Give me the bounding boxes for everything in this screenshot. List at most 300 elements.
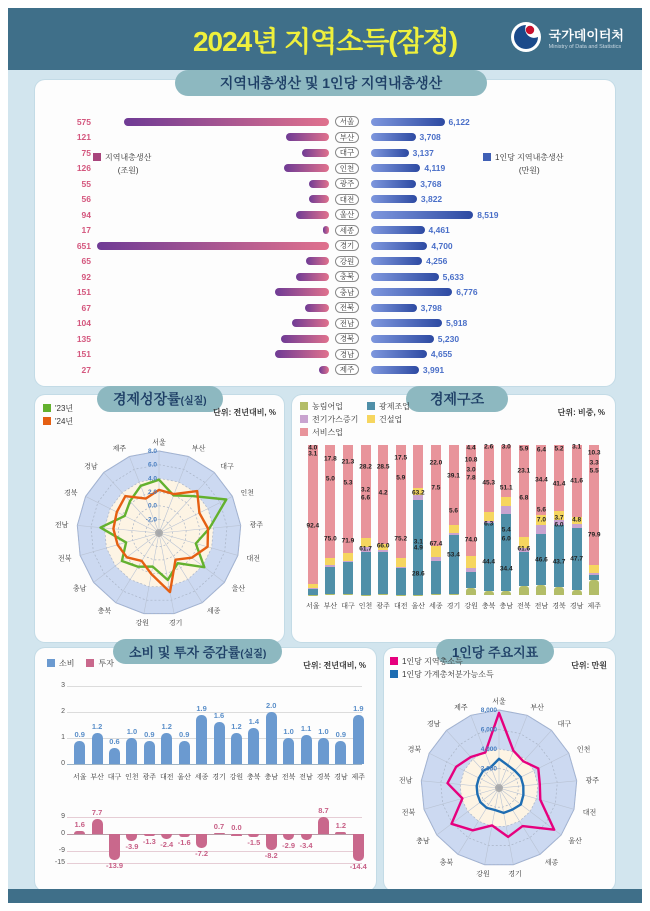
structure-value-label: 10.8	[464, 456, 478, 464]
structure-segment	[519, 552, 529, 587]
consumption-bar	[109, 748, 120, 764]
structure-x-label: 대전	[393, 603, 408, 610]
radar-axis-label: 인천	[240, 489, 255, 497]
region-pill: 대전	[335, 194, 360, 205]
structure-value-label: 3.0	[501, 443, 511, 451]
region-pill: 서울	[335, 116, 360, 127]
panel-income	[384, 645, 615, 891]
radar-axis-label: 전남	[54, 522, 69, 530]
income-total-swatch-icon	[390, 657, 398, 665]
grdp-value-left: 151	[76, 287, 91, 298]
region-pill: 경북	[335, 333, 360, 344]
grdp-bar-left	[319, 366, 329, 374]
grdp-value-left: 27	[81, 364, 91, 375]
investment-value: -1.6	[177, 838, 191, 848]
consinv-x-label: 울산	[177, 774, 191, 781]
structure-segment	[378, 552, 388, 595]
structure-x-label: 부산	[323, 603, 338, 610]
structure-value-label: 28.5	[376, 463, 390, 471]
grdp-bar-right	[371, 133, 416, 141]
consumption-value: 0.9	[74, 729, 85, 739]
grdp-bar-right	[371, 288, 452, 296]
utility-swatch-icon	[300, 415, 308, 423]
structure-x-label: 강원	[464, 603, 478, 610]
radar-axis-label: 제주	[454, 704, 468, 712]
grdp-bar-left	[296, 211, 330, 219]
panel-structure-title: 경제구조	[406, 386, 508, 412]
structure-value-label: 3.2	[361, 486, 371, 494]
panel-structure	[292, 391, 615, 642]
structure-x-label: 충북	[481, 603, 496, 610]
consinv-x-label: 대전	[159, 774, 174, 781]
structure-x-label: 전남	[534, 603, 549, 610]
structure-value-label: 6.3	[484, 520, 494, 528]
structure-segment	[343, 553, 353, 561]
structure-value-label: 6.0	[501, 535, 511, 543]
consinv-x-label: 경남	[334, 774, 348, 781]
grdp-bar-left	[281, 335, 329, 343]
grdp-bar-right	[371, 118, 445, 126]
radar-axis-label: 울산	[568, 837, 582, 845]
investment-value: 0.0	[231, 823, 242, 832]
structure-segment	[449, 525, 459, 533]
grdp-value-right: 5,230	[437, 333, 460, 344]
structure-value-label: 21.3	[341, 458, 355, 466]
structure-value-label: 43.7	[552, 558, 566, 566]
structure-value-label: 67.4	[429, 540, 443, 548]
structure-bar	[396, 445, 406, 595]
structure-value-label: 74.0	[464, 536, 478, 543]
grdp-bar-left	[97, 242, 329, 250]
constr-swatch-icon	[367, 415, 375, 423]
structure-value-label: 34.4	[499, 565, 513, 573]
consumption-bar	[214, 722, 225, 764]
structure-value-label: 44.4	[482, 558, 495, 566]
panel-consinv	[35, 645, 376, 891]
grdp-bar-left	[275, 350, 329, 358]
structure-x-label: 경남	[569, 603, 584, 610]
structure-value-label: 28.2	[359, 463, 372, 471]
structure-value-label: 2.6	[484, 443, 494, 451]
grdp-row	[45, 176, 605, 192]
consinv-x-label: 전남	[299, 774, 313, 781]
income-household-swatch-icon	[390, 670, 398, 678]
consumption-value: 1.1	[300, 724, 312, 734]
structure-segment	[466, 572, 476, 588]
radar-axis-label: 대전	[582, 809, 597, 817]
consinv-x-label: 경북	[316, 774, 331, 781]
panel-grdp-title: 지역내총생산 및 1인당 지역내총생산	[175, 70, 487, 96]
grdp-bar-right	[371, 273, 439, 281]
grdp-row	[45, 285, 605, 301]
structure-value-label: 7.8	[466, 474, 476, 482]
investment-value: -3.9	[125, 842, 139, 852]
consumption-bar	[179, 741, 190, 764]
region-pill: 강원	[335, 256, 360, 267]
structure-segment	[343, 562, 353, 594]
income-legend	[390, 656, 494, 682]
structure-segment	[501, 514, 511, 591]
structure-segment	[501, 506, 511, 514]
investment-axis-label: -9	[58, 847, 65, 855]
consumption-axis-label: 3	[61, 682, 65, 689]
structure-value-label: 5.2	[554, 445, 564, 453]
structure-unit-label: 단위: 비중, %	[557, 408, 605, 417]
investment-value: -14.4	[349, 862, 367, 872]
grdp-row	[45, 331, 605, 347]
structure-value-label: 22.0	[429, 459, 443, 467]
radar-ring-label: 2.0	[147, 489, 157, 496]
radar-axis-label: 대전	[246, 555, 261, 563]
service-swatch-icon	[300, 428, 308, 436]
structure-segment	[431, 594, 441, 596]
radar-axis-label: 충북	[439, 859, 454, 867]
structure-value-label: 51.1	[499, 484, 513, 492]
structure-x-label: 세종	[429, 603, 443, 610]
footer-band	[8, 889, 642, 903]
consumption-bar	[248, 728, 259, 764]
consumption-axis-label: 1	[61, 734, 65, 741]
grdp-row	[45, 238, 605, 254]
structure-x-label: 인천	[358, 603, 373, 610]
structure-bar	[431, 445, 441, 595]
structure-value-label: 28.6	[411, 570, 425, 578]
structure-segment	[308, 589, 318, 595]
structure-segment	[589, 565, 599, 573]
income-household-label: 1인당 가계총처분가능소득	[402, 670, 494, 679]
grdp-bar-right	[371, 335, 434, 343]
grdp-row	[45, 145, 605, 161]
grdp-row	[45, 254, 605, 270]
investment-bar-chart	[49, 806, 367, 890]
grdp-bar-right	[371, 366, 419, 374]
investment-bar	[266, 834, 277, 850]
consumption-bar-chart	[49, 680, 364, 806]
consinv-x-label: 서울	[72, 774, 87, 781]
page-title: 2024년 지역소득(잠정)	[192, 26, 458, 57]
radar-axis-label: 울산	[231, 585, 246, 593]
consumption-bar	[161, 733, 172, 764]
consumption-axis-label: 0	[61, 760, 65, 767]
grdp-row	[45, 300, 605, 316]
grdp-value-right: 3,798	[420, 302, 442, 313]
grdp-value-right: 3,137	[412, 147, 434, 158]
grdp-row	[45, 161, 605, 177]
structure-value-label: 7.5	[431, 484, 441, 492]
structure-bar	[343, 445, 353, 595]
consinv-x-label: 전북	[281, 774, 296, 781]
investment-value: -3.4	[299, 841, 313, 851]
grdp-value-right: 6,122	[448, 116, 470, 127]
structure-value-label: 5.3	[343, 479, 353, 487]
grdp-row	[45, 207, 605, 223]
growth-legend	[43, 403, 73, 429]
structure-value-label: 4.4	[466, 444, 476, 452]
structure-value-label: 6.8	[519, 494, 529, 501]
structure-value-label: 47.7	[570, 555, 583, 563]
structure-value-label: 3.1	[413, 538, 423, 546]
radar-axis-label: 제주	[112, 445, 127, 453]
structure-value-label: 53.4	[447, 551, 460, 559]
grdp-row	[45, 316, 605, 332]
structure-segment	[431, 561, 441, 594]
infographic-page	[8, 8, 642, 903]
growth-radar-chart	[35, 427, 284, 639]
radar-axis-label: 서울	[492, 698, 506, 706]
grdp-left-legend-label: 지역내총생산	[105, 153, 152, 162]
investment-axis-label: 9	[61, 812, 65, 820]
investment-bar	[196, 834, 207, 848]
structure-segment	[396, 558, 406, 567]
grdp-left-legend-unit: (조원)	[117, 166, 139, 175]
panel-income-title: 1인당 주요지표	[436, 639, 554, 664]
region-pill: 충북	[335, 271, 360, 282]
structure-stacked-chart	[304, 441, 603, 617]
structure-value-label: 3.1	[572, 443, 582, 451]
grdp-value-left: 65	[81, 256, 91, 267]
investment-bar	[353, 834, 364, 861]
grdp-bar-right	[371, 350, 427, 358]
consumption-bar	[283, 738, 294, 764]
investment-value: -1.3	[142, 837, 156, 847]
consinv-x-label: 충북	[247, 774, 261, 781]
consumption-value: 1.4	[248, 716, 260, 726]
radar-ring-label: 4.0	[147, 475, 157, 483]
gridline	[67, 686, 362, 687]
agri-swatch-icon	[300, 402, 308, 410]
manuf-swatch-icon	[367, 402, 375, 410]
investment-value: -1.5	[247, 837, 261, 847]
investment-bar	[92, 819, 103, 834]
region-pill: 경기	[335, 240, 360, 251]
radar-axis-label: 경기	[508, 871, 522, 878]
region-pill: 전북	[335, 302, 360, 313]
region-pill: 경남	[335, 349, 360, 360]
structure-value-label: 3.1	[308, 450, 318, 458]
growth-2023-swatch-icon	[43, 404, 51, 412]
structure-value-label: 7.0	[536, 516, 546, 524]
grdp-value-left: 55	[81, 178, 91, 189]
radar-ring-label: 2,000	[480, 765, 497, 773]
grdp-value-left: 56	[81, 194, 91, 205]
structure-segment	[308, 445, 318, 584]
consinv-x-label: 인천	[125, 774, 139, 781]
grdp-value-right: 5,633	[442, 271, 464, 282]
grdp-bar-left	[296, 273, 329, 281]
investment-value: -2.4	[160, 839, 174, 849]
structure-value-label: 5.6	[536, 506, 546, 514]
structure-x-label: 경북	[552, 603, 566, 610]
consumption-bar	[301, 735, 312, 764]
grdp-bar-left	[275, 288, 329, 296]
region-pill: 부산	[335, 132, 360, 143]
investment-swatch-icon	[86, 659, 94, 667]
structure-bar	[449, 445, 459, 595]
structure-bar	[308, 445, 318, 595]
gridline	[67, 817, 362, 818]
grdp-row	[45, 269, 605, 285]
consinv-x-label: 충남	[264, 774, 278, 781]
consumption-value: 0.9	[178, 729, 190, 739]
consumption-bar	[126, 738, 137, 764]
grdp-value-left: 151	[76, 349, 91, 360]
structure-segment	[413, 445, 423, 488]
consumption-value: 1.2	[91, 721, 103, 731]
consinv-x-label: 대구	[107, 774, 122, 781]
grdp-bar-left	[306, 257, 329, 265]
structure-segment	[325, 567, 335, 594]
structure-segment	[554, 445, 564, 511]
utility-label: 전기가스증기	[312, 415, 359, 424]
grdp-bar-left	[292, 319, 329, 327]
structure-value-label: 17.8	[324, 455, 337, 463]
header-band	[8, 8, 642, 70]
structure-x-label: 서울	[306, 603, 320, 610]
radar-axis-label: 부산	[530, 704, 544, 712]
consumption-value: 1.2	[161, 721, 172, 731]
structure-segment	[501, 591, 511, 596]
radar-axis-label: 부산	[191, 445, 206, 453]
structure-segment	[466, 588, 476, 595]
consumption-value: 1.0	[283, 727, 294, 736]
radar-axis-label: 경북	[63, 489, 78, 497]
radar-axis-label: 충남	[72, 585, 87, 593]
structure-value-label: 46.6	[535, 556, 548, 564]
structure-segment	[589, 580, 599, 596]
grdp-value-right: 5,918	[446, 318, 468, 329]
investment-value: -8.2	[264, 850, 278, 860]
structure-value-label: 5.4	[501, 526, 511, 534]
structure-value-label: 5.0	[325, 475, 335, 483]
region-pill: 전남	[335, 318, 360, 329]
radar-axis-label: 강원	[135, 620, 150, 627]
consumption-bar	[231, 733, 242, 764]
grdp-value-right: 4,700	[431, 240, 453, 251]
consumption-value: 1.9	[196, 703, 207, 713]
investment-value: 1.2	[335, 820, 347, 830]
structure-segment	[536, 525, 546, 533]
investment-bar	[335, 832, 346, 834]
structure-segment	[484, 591, 494, 595]
structure-segment	[484, 523, 494, 591]
structure-value-label: 4.0	[308, 444, 318, 452]
consumption-value: 0.9	[144, 729, 155, 739]
grdp-bar-left	[302, 149, 329, 157]
consumption-value: 1.0	[318, 727, 329, 736]
region-pill: 울산	[335, 209, 360, 220]
grdp-bar-right	[371, 211, 473, 219]
structure-value-label: 75.2	[394, 535, 408, 543]
investment-value: 7.7	[91, 808, 103, 818]
consinv-legend	[47, 658, 114, 671]
grdp-right-legend-label: 1인당 지역내총생산	[495, 153, 564, 162]
structure-value-label: 61.6	[517, 545, 531, 553]
grdp-row	[45, 130, 605, 146]
structure-segment	[519, 445, 529, 537]
investment-bar	[109, 834, 120, 860]
agency-name-block	[549, 25, 624, 50]
consinv-x-label: 부산	[90, 774, 104, 781]
structure-segment	[378, 594, 388, 595]
region-pill: 대구	[335, 147, 360, 158]
structure-value-label: 61.7	[359, 545, 372, 553]
region-pill: 인천	[335, 163, 360, 174]
consumption-value: 1.2	[231, 721, 242, 731]
investment-value: 1.6	[74, 819, 85, 829]
structure-segment	[572, 590, 582, 595]
investment-bar	[161, 834, 172, 839]
grdp-value-left: 575	[76, 116, 91, 127]
grdp-bar-right	[371, 304, 417, 312]
consumption-value: 0.6	[109, 737, 120, 747]
structure-value-label: 34.4	[535, 476, 548, 484]
structure-value-label: 10.3	[587, 449, 601, 457]
grdp-bar-left	[124, 118, 329, 126]
grdp-value-right: 4,256	[426, 256, 448, 267]
consumption-bar	[335, 741, 346, 764]
structure-x-label: 경기	[446, 603, 461, 610]
region-pill: 세종	[335, 225, 360, 236]
consumption-bar	[266, 712, 277, 764]
structure-segment	[554, 525, 564, 587]
investment-bar	[179, 834, 190, 837]
structure-x-label: 전북	[517, 603, 531, 610]
gridline	[67, 764, 362, 765]
grdp-value-left: 651	[76, 240, 91, 251]
structure-segment	[449, 594, 459, 595]
consumption-value: 1.6	[213, 711, 225, 721]
structure-segment	[466, 556, 476, 568]
grdp-bar-right	[371, 319, 442, 327]
structure-segment	[361, 552, 371, 594]
radar-ring-label: 4,000	[480, 746, 497, 753]
structure-segment	[325, 558, 335, 566]
grdp-value-left: 126	[76, 163, 91, 174]
structure-value-label: 6.0	[554, 521, 564, 529]
structure-value-label: 71.9	[341, 537, 355, 545]
structure-value-label: 75.0	[324, 535, 337, 543]
investment-value: 0.7	[213, 821, 225, 831]
structure-x-label: 제주	[587, 603, 601, 610]
consinv-x-label: 광주	[142, 774, 157, 781]
structure-value-label: 41.4	[552, 480, 566, 488]
radar-axis-label: 경기	[168, 620, 183, 627]
grdp-bar-left	[286, 133, 329, 141]
structure-value-label: 5.9	[519, 445, 529, 453]
investment-bar	[248, 834, 259, 837]
growth-2024-swatch-icon	[43, 417, 51, 425]
consumption-value: 1.0	[126, 727, 138, 736]
structure-segment	[554, 587, 564, 595]
grdp-bar-right	[371, 180, 416, 188]
structure-value-label: 5.5	[589, 467, 599, 475]
grdp-value-right: 3,708	[419, 132, 441, 143]
radar-ring-label: 8,000	[480, 707, 497, 714]
structure-value-label: 6.4	[536, 446, 546, 454]
panel-growth	[35, 391, 284, 642]
investment-label: 투자	[98, 659, 114, 668]
panel-growth-title: 경제성장률(실질)	[97, 386, 223, 412]
structure-x-label: 충남	[499, 603, 514, 610]
grdp-bar-right	[371, 149, 409, 157]
grdp-bar-left	[309, 195, 329, 203]
grdp-bar-right	[371, 257, 422, 265]
service-label: 서비스업	[312, 428, 343, 437]
radar-axis-label: 충북	[97, 607, 112, 615]
structure-value-label: 5.6	[448, 507, 459, 515]
grdp-bar-right	[371, 226, 425, 234]
radar-ring-label: 6,000	[480, 726, 497, 734]
